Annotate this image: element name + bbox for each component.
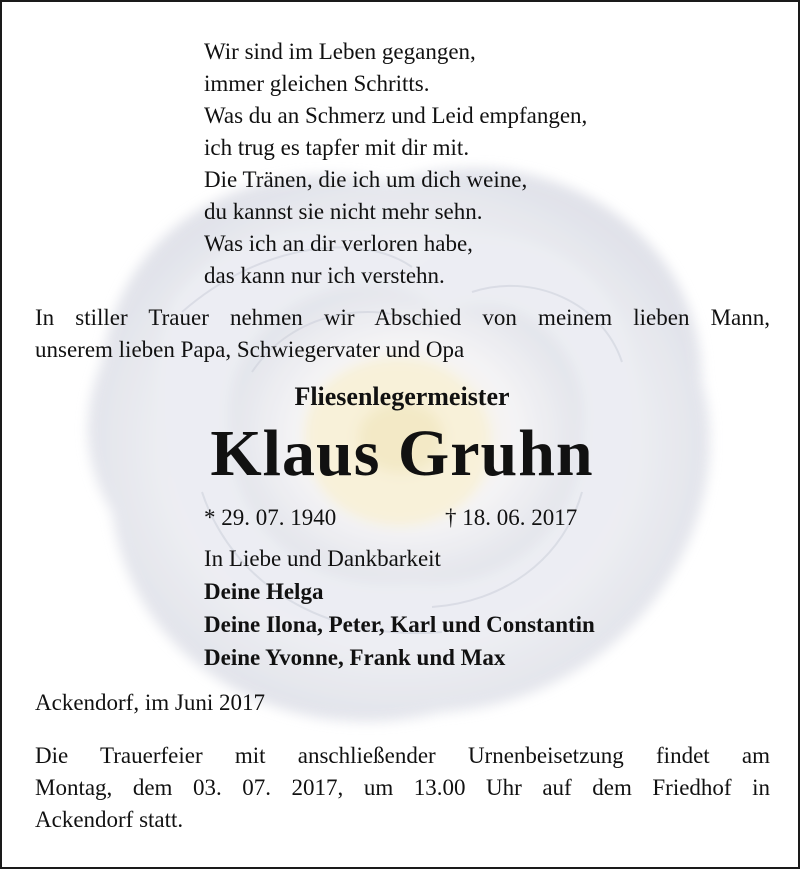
funeral-info	[35, 740, 770, 836]
mourners	[204, 542, 595, 674]
poem-line: Wir sind im Leben gegangen,	[204, 39, 476, 64]
funeral-line: Ackendorf statt.	[35, 807, 184, 832]
intro-text	[35, 302, 770, 366]
mourner-line: Deine Yvonne, Frank und Max	[204, 645, 506, 670]
mourner-line: Deine Ilona, Peter, Karl und Constantin	[204, 612, 595, 637]
poem-line: Die Tränen, die ich um dich weine,	[204, 167, 528, 192]
place-date: Ackendorf, im Juni 2017	[35, 690, 265, 715]
poem-line: Was ich an dir verloren habe,	[204, 231, 473, 256]
occupation-title: Fliesenlegermeister	[294, 382, 510, 411]
poem-line: Was du an Schmerz und Leid empfangen,	[204, 103, 588, 128]
poem-line: du kannst sie nicht mehr sehn.	[204, 199, 483, 224]
funeral-line: Montag, dem 03. 07. 2017, um 13.00 Uhr auf dem Friedhof in	[35, 775, 770, 800]
dedication: In Liebe und Dankbarkeit	[204, 546, 441, 571]
poem-line: immer gleichen Schritts.	[204, 71, 430, 96]
poem-line: das kann nur ich verstehn.	[204, 263, 445, 288]
poem	[204, 36, 587, 292]
deceased-name: Klaus Gruhn	[210, 417, 594, 490]
death-date: † 18. 06. 2017	[445, 505, 578, 530]
birth-date: * 29. 07. 1940	[204, 505, 337, 530]
funeral-line: Die Trauerfeier mit anschließender Urnenbeisetzung findet am	[35, 743, 770, 768]
mourner-line: Deine Helga	[204, 579, 324, 604]
poem-line: ich trug es tapfer mit dir mit.	[204, 135, 470, 160]
intro-line: In stiller Trauer nehmen wir Abschied von meinem lieben Mann,	[35, 305, 770, 330]
intro-line: unserem lieben Papa, Schwiegervater und Opa	[35, 337, 465, 362]
